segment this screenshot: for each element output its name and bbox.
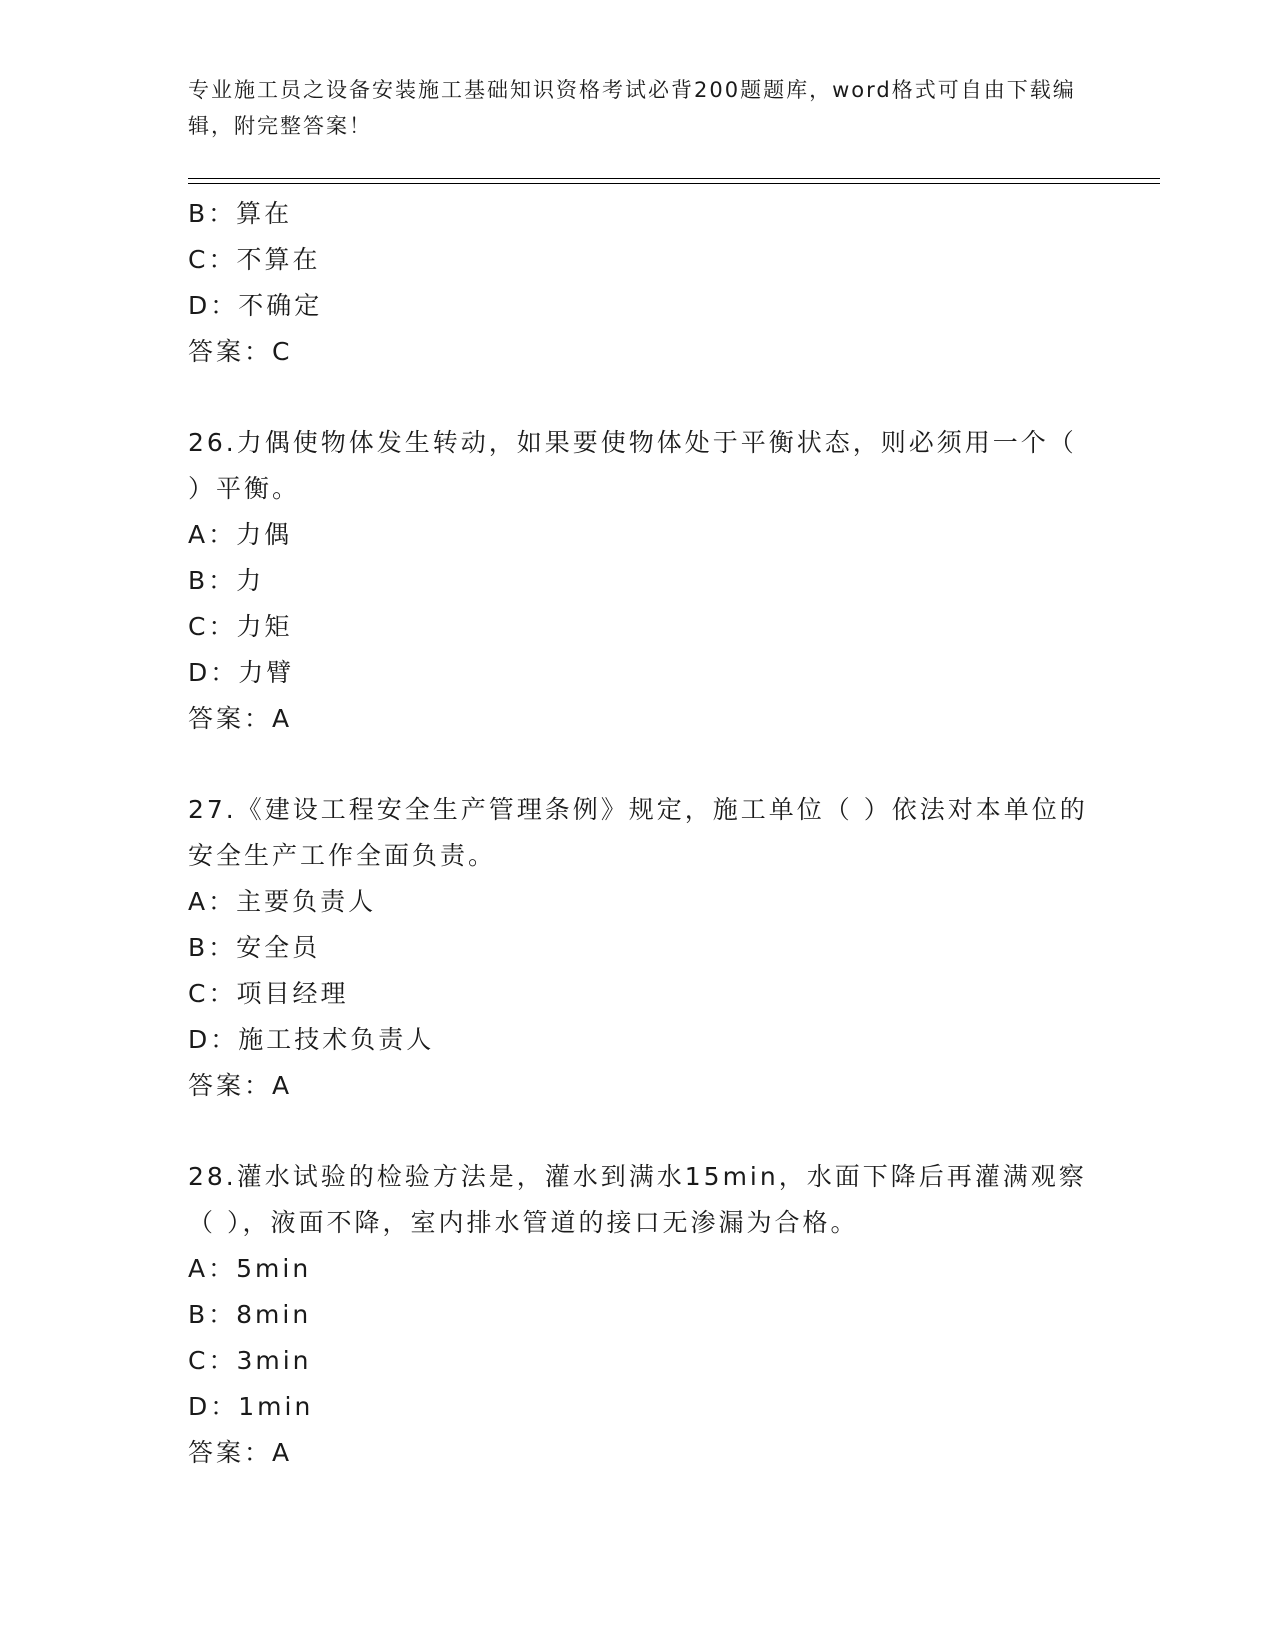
question-26 xyxy=(188,420,1088,742)
option-text: 算在 xyxy=(236,199,293,228)
answer-line: 答案：A xyxy=(188,1071,293,1100)
answer-line: 答案：C xyxy=(188,337,293,366)
question-list xyxy=(188,191,1088,1476)
option-a xyxy=(188,512,1088,558)
option-b xyxy=(188,558,1088,604)
option-label: D： xyxy=(188,1025,239,1054)
option-label: A： xyxy=(188,520,237,549)
question-stem: 27.《建设工程安全生产管理条例》规定，施工单位（ ）依法对本单位的安全生产工作全面负责。 xyxy=(188,795,1088,870)
option-text: 不确定 xyxy=(238,291,323,320)
option-text: 力偶 xyxy=(236,520,293,549)
option-text: 施工技术负责人 xyxy=(238,1025,435,1054)
question-28 xyxy=(188,1154,1088,1476)
option-text: 力矩 xyxy=(236,612,293,641)
option-label: C： xyxy=(188,612,237,641)
answer-line: 答案：A xyxy=(188,1438,293,1467)
option-c xyxy=(188,971,1088,1017)
option-label: D： xyxy=(188,658,239,687)
option-label: B： xyxy=(188,1300,237,1329)
option-d xyxy=(188,1017,1088,1063)
option-text: 8min xyxy=(236,1300,312,1329)
option-text: 5min xyxy=(236,1254,312,1283)
option-d xyxy=(188,1384,1088,1430)
option-d xyxy=(188,283,1088,329)
header-rule-bottom xyxy=(188,183,1160,184)
option-text: 主要负责人 xyxy=(236,887,377,916)
option-label: B： xyxy=(188,933,237,962)
option-text: 1min xyxy=(238,1392,314,1421)
option-c xyxy=(188,604,1088,650)
option-label: C： xyxy=(188,1346,237,1375)
option-text: 安全员 xyxy=(236,933,321,962)
option-c xyxy=(188,1338,1088,1384)
option-label: C： xyxy=(188,979,237,1008)
document-header: 专业施工员之设备安装施工基础知识资格考试必背200题题库，word格式可自由下载编辑，附完整答案！ xyxy=(188,78,1076,138)
option-label: B： xyxy=(188,199,237,228)
option-b xyxy=(188,925,1088,971)
question-27 xyxy=(188,787,1088,1109)
question-stem: 26.力偶使物体发生转动，如果要使物体处于平衡状态，则必须用一个（ ）平衡。 xyxy=(188,428,1077,503)
option-label: D： xyxy=(188,291,239,320)
option-label: B： xyxy=(188,566,237,595)
option-text: 力臂 xyxy=(238,658,295,687)
question-stem: 28.灌水试验的检验方法是，灌水到满水15min，水面下降后再灌满观察（ ），液面不降，室内排水管道的接口无渗漏为合格。 xyxy=(188,1162,1087,1237)
option-text: 项目经理 xyxy=(236,979,349,1008)
option-d xyxy=(188,650,1088,696)
option-label: A： xyxy=(188,1254,237,1283)
option-text: 力 xyxy=(236,566,265,595)
option-label: D： xyxy=(188,1392,239,1421)
option-a xyxy=(188,879,1088,925)
answer-line: 答案：A xyxy=(188,704,293,733)
option-label: A： xyxy=(188,887,237,916)
header-rule-top xyxy=(188,178,1160,179)
option-label: C： xyxy=(188,245,237,274)
option-text: 3min xyxy=(236,1346,312,1375)
option-a xyxy=(188,1246,1088,1292)
option-b xyxy=(188,191,1088,237)
option-b xyxy=(188,1292,1088,1338)
prev-question-block xyxy=(188,191,1088,375)
option-c xyxy=(188,237,1088,283)
option-text: 不算在 xyxy=(236,245,321,274)
